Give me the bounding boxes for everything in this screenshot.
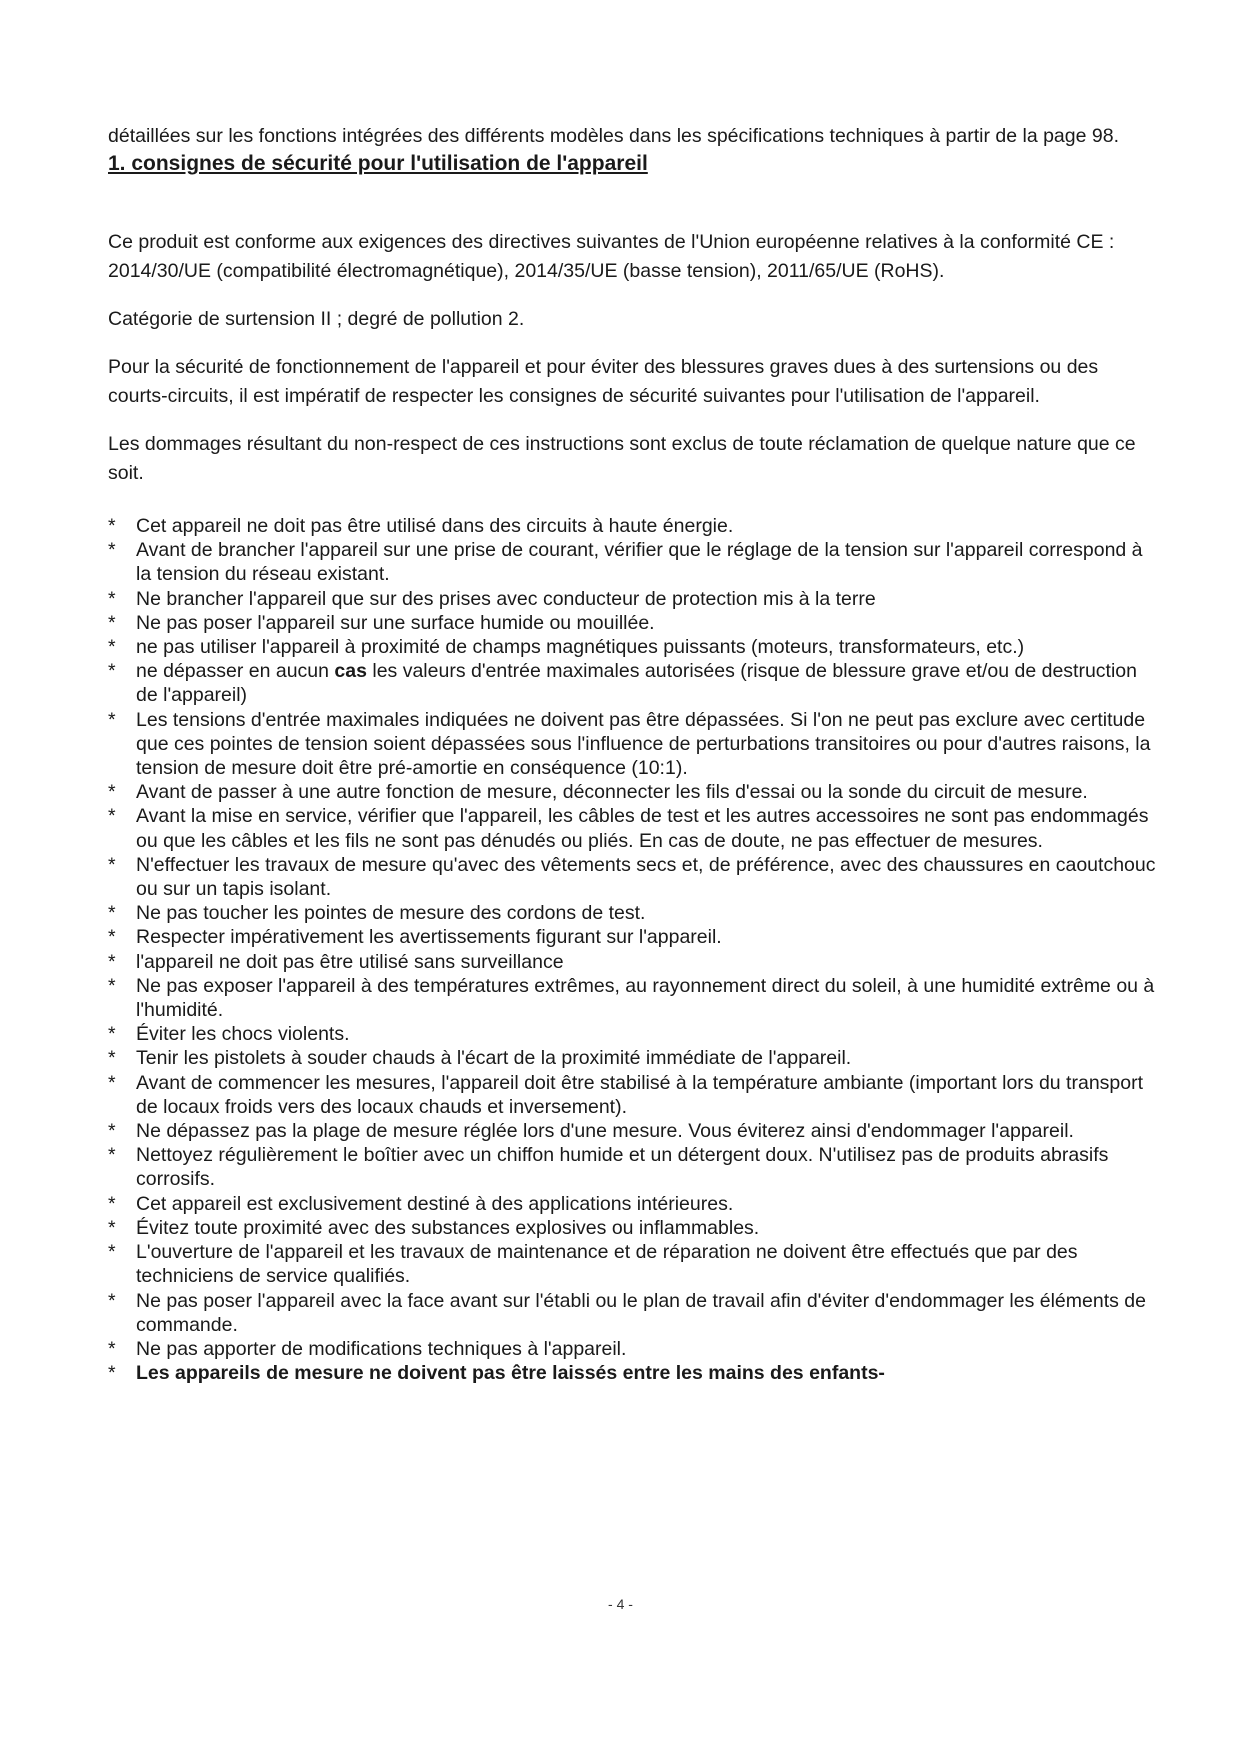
list-item-text: N'effectuer les travaux de mesure qu'avec des vêtements secs et, de préférence, avec des chaussures en caoutchouc ou sur un tapis isolant. bbox=[136, 853, 1156, 901]
list-item-text: Ne pas poser l'appareil sur une surface humide ou mouillée. bbox=[136, 611, 655, 634]
list-item bbox=[108, 950, 1160, 974]
bullet-marker: * bbox=[108, 1289, 116, 1312]
list-item bbox=[108, 1289, 1160, 1337]
list-item-text: Avant de passer à une autre fonction de mesure, déconnecter les fils d'essai ou la sonde du circuit de mesure. bbox=[136, 781, 1088, 804]
bullet-marker: * bbox=[108, 902, 116, 925]
list-item-text: l'appareil ne doit pas être utilisé sans surveillance bbox=[136, 950, 564, 973]
bullet-marker: * bbox=[108, 1023, 116, 1046]
paragraph-conformity: Ce produit est conforme aux exigences des directives suivantes de l'Union européenne relatives à la conformité CE : 2014/30/UE (compatibilité électromagnétique), 2014/35/UE (basse tension), 2011/65/UE (RoHS). bbox=[108, 231, 1115, 282]
list-item bbox=[108, 925, 1160, 949]
bullet-marker: * bbox=[108, 1071, 116, 1094]
list-item bbox=[108, 1337, 1160, 1361]
list-item bbox=[108, 538, 1160, 586]
list-item bbox=[108, 611, 1160, 635]
bullet-marker: * bbox=[108, 926, 116, 949]
bullet-marker: * bbox=[108, 853, 116, 876]
paragraph-safety-intro: Pour la sécurité de fonctionnement de l'appareil et pour éviter des blessures graves dues à des surtensions ou des courts-circuits, il est impératif de respecter les consignes de sécurité suivantes pour l'utilisation de l'appareil. bbox=[108, 356, 1099, 407]
list-item-text: ne dépasser en aucun cas les valeurs d'entrée maximales autorisées (risque de blessure grave et/ou de destruction de l'appareil) bbox=[136, 660, 1137, 707]
list-item-text: Les tensions d'entrée maximales indiquées ne doivent pas être dépassées. Si l'on ne peut pas exclure avec certitude que ces pointes de tension soient dépassées sous l'influence de perturbations transitoires ou pour d'autres raisons, la tension de mesure doit être pré-amortie en conséquence (10:1). bbox=[136, 708, 1151, 780]
bullet-marker: * bbox=[108, 1192, 116, 1215]
bullet-marker: * bbox=[108, 781, 116, 804]
list-item bbox=[108, 901, 1160, 925]
list-item-text: Avant la mise en service, vérifier que l'appareil, les câbles de test et les autres accessoires ne sont pas endommagés ou que les câbles et les fils ne sont pas dénudés ou pliés. En cas de doute, ne pas effectuer de mesures. bbox=[136, 805, 1149, 852]
bullet-marker: * bbox=[108, 1362, 116, 1385]
bullet-marker: * bbox=[108, 636, 116, 659]
page-number: - 4 - bbox=[608, 1596, 633, 1612]
bullet-marker: * bbox=[108, 539, 116, 562]
bullet-marker: * bbox=[108, 1241, 116, 1264]
bullet-marker: * bbox=[108, 611, 116, 634]
list-item-text: Avant de commencer les mesures, l'appareil doit être stabilisé à la température ambiante (important lors du transport de locaux froids vers des locaux chauds et inversement). bbox=[136, 1071, 1144, 1118]
list-item-text: Les appareils de mesure ne doivent pas être laissés entre les mains des enfants- bbox=[136, 1362, 885, 1385]
paragraph-category: Catégorie de surtension II ; degré de pollution 2. bbox=[108, 308, 525, 330]
list-item bbox=[108, 780, 1160, 804]
list-item-text: Évitez toute proximité avec des substances explosives ou inflammables. bbox=[136, 1216, 760, 1239]
list-item bbox=[108, 974, 1160, 1022]
list-item bbox=[108, 635, 1160, 659]
list-item bbox=[108, 1240, 1160, 1288]
bullet-marker: * bbox=[108, 587, 116, 610]
bullet-marker: * bbox=[108, 708, 116, 731]
list-item-text: Avant de brancher l'appareil sur une prise de courant, vérifier que le réglage de la tension sur l'appareil correspond à la tension du réseau existant. bbox=[136, 539, 1143, 586]
bullet-marker: * bbox=[108, 515, 116, 537]
list-item-text: Ne pas exposer l'appareil à des températures extrêmes, au rayonnement direct du soleil, à une humidité extrême ou à l'humidité. bbox=[136, 974, 1155, 1022]
list-item bbox=[108, 1046, 1160, 1070]
list-item bbox=[108, 853, 1160, 901]
list-item-text: Tenir les pistolets à souder chauds à l'écart de la proximité immédiate de l'appareil. bbox=[136, 1047, 852, 1070]
list-item-text: Ne pas apporter de modifications techniques à l'appareil. bbox=[136, 1337, 627, 1360]
safety-list bbox=[108, 514, 1160, 1385]
list-item-text: Nettoyez régulièrement le boîtier avec un chiffon humide et un détergent doux. N'utilisez pas de produits abrasifs corrosifs. bbox=[136, 1144, 1109, 1191]
list-item-text: Cet appareil est exclusivement destiné à des applications intérieures. bbox=[136, 1192, 734, 1215]
bullet-marker: * bbox=[108, 974, 116, 997]
list-item bbox=[108, 1361, 1160, 1385]
list-item-text: ne pas utiliser l'appareil à proximité de champs magnétiques puissants (moteurs, transformateurs, etc.) bbox=[136, 636, 1025, 659]
list-item bbox=[108, 1022, 1160, 1046]
list-item bbox=[108, 1119, 1160, 1143]
list-item bbox=[108, 1071, 1160, 1119]
bullet-marker: * bbox=[108, 1216, 116, 1239]
list-item bbox=[108, 587, 1160, 611]
bullet-marker: * bbox=[108, 1144, 116, 1167]
list-item-text: Ne pas poser l'appareil avec la face avant sur l'établi ou le plan de travail afin d'éviter d'endommager les éléments de commande. bbox=[136, 1289, 1146, 1336]
list-item-text: Ne pas toucher les pointes de mesure des cordons de test. bbox=[136, 902, 646, 925]
list-item-text: Ne brancher l'appareil que sur des prises avec conducteur de protection mis à la terre bbox=[136, 587, 876, 610]
bullet-marker: * bbox=[108, 1047, 116, 1070]
bullet-marker: * bbox=[108, 660, 116, 683]
list-item bbox=[108, 804, 1160, 852]
list-item-text: Éviter les chocs violents. bbox=[136, 1023, 350, 1046]
list-item-text: Ne dépassez pas la plage de mesure réglée lors d'une mesure. Vous éviterez ainsi d'endommager l'appareil. bbox=[136, 1120, 1074, 1143]
list-item-text: Respecter impérativement les avertissements figurant sur l'appareil. bbox=[136, 926, 722, 949]
paragraph-liability: Les dommages résultant du non-respect de ces instructions sont exclus de toute réclamation de quelque nature que ce soit. bbox=[108, 433, 1136, 484]
list-item bbox=[108, 659, 1160, 707]
list-item-text: L'ouverture de l'appareil et les travaux de maintenance et de réparation ne doivent être effectués que par des techniciens de service qualifiés. bbox=[136, 1241, 1078, 1288]
list-item bbox=[108, 1143, 1160, 1191]
list-item bbox=[108, 708, 1160, 781]
list-item bbox=[108, 1192, 1160, 1216]
intro-text: détaillées sur les fonctions intégrées des différents modèles dans les spécifications techniques à partir de la page 98. bbox=[108, 125, 1119, 147]
list-item bbox=[108, 1216, 1160, 1240]
bullet-marker: * bbox=[108, 950, 116, 973]
bullet-marker: * bbox=[108, 1120, 116, 1143]
document-page bbox=[108, 122, 1160, 1385]
section-title: 1. consignes de sécurité pour l'utilisation de l'appareil bbox=[108, 152, 648, 175]
bullet-marker: * bbox=[108, 1337, 116, 1360]
list-item-text: Cet appareil ne doit pas être utilisé dans des circuits à haute énergie. bbox=[136, 515, 734, 537]
bullet-marker: * bbox=[108, 805, 116, 828]
list-item bbox=[108, 514, 1160, 538]
